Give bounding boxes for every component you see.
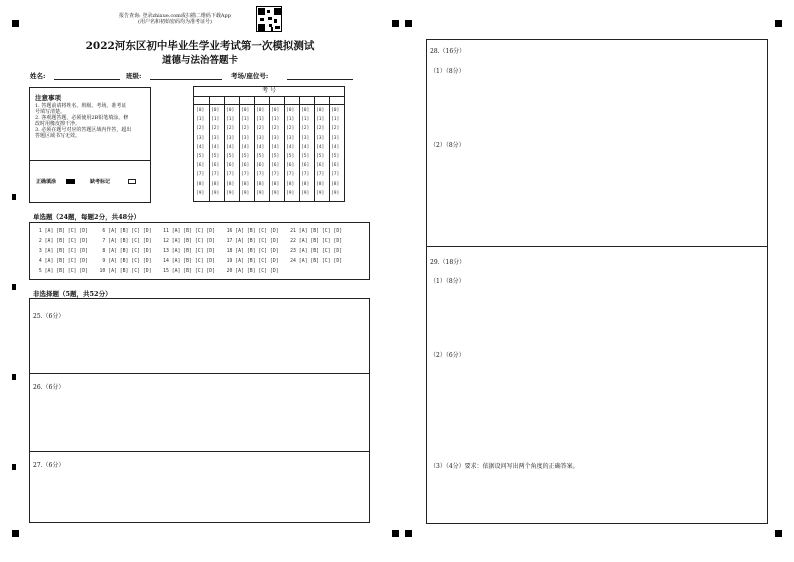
- exam-id-bubble[interactable]: [8]: [241, 181, 250, 187]
- exam-id-bubble[interactable]: [7]: [271, 172, 280, 178]
- exam-id-bubble[interactable]: [3]: [286, 135, 295, 141]
- exam-id-bubble[interactable]: [3]: [301, 135, 310, 141]
- correct-fill-sample-icon: [66, 179, 75, 184]
- q29-2-label: （2）（6分）: [430, 352, 465, 359]
- exam-id-bubble[interactable]: [6]: [241, 163, 250, 169]
- exam-id-bubble[interactable]: [6]: [316, 163, 325, 169]
- exam-id-bubble[interactable]: [6]: [271, 163, 280, 169]
- exam-id-bubble[interactable]: [7]: [331, 172, 340, 178]
- exam-id-bubble[interactable]: [1]: [286, 117, 295, 123]
- exam-id-bubble[interactable]: [6]: [226, 163, 235, 169]
- name-field[interactable]: [54, 72, 120, 80]
- exam-id-bubble[interactable]: [9]: [316, 190, 325, 196]
- exam-id-bubble[interactable]: [5]: [301, 154, 310, 159]
- exam-id-bubble[interactable]: [2]: [271, 126, 280, 132]
- exam-id-bubble[interactable]: [6]: [286, 163, 295, 169]
- q29-3-label: （3）（4分）要求：依据设问写出两个角度的正确答案。: [430, 463, 579, 470]
- exam-id-bubble[interactable]: [2]: [301, 126, 310, 132]
- exam-id-bubble[interactable]: [3]: [196, 135, 205, 141]
- q29-1-answer-area[interactable]: [427, 288, 767, 343]
- answer-row[interactable]: 1 [A] [B] [C] [D] 6 [A] [B] [C] [D] 11 [A] [B] [C] [D] 16 [A] [B] [C] [D] 21 [A] [B] [C] [D]: [36, 229, 343, 234]
- exam-id-bubble[interactable]: [7]: [196, 172, 205, 178]
- exam-id-bubble[interactable]: [9]: [256, 190, 265, 196]
- exam-id-bubble[interactable]: [0]: [271, 108, 280, 113]
- timing-mark: [405, 530, 412, 537]
- exam-id-bubble[interactable]: [9]: [301, 190, 310, 196]
- name-label: 姓名:: [30, 72, 46, 80]
- exam-id-bubble[interactable]: [6]: [331, 163, 340, 169]
- exam-id-bubble[interactable]: [2]: [316, 126, 325, 132]
- exam-id-bubble[interactable]: [4]: [271, 144, 280, 150]
- exam-id-bubble[interactable]: [6]: [301, 163, 310, 169]
- exam-id-bubble[interactable]: [2]: [226, 126, 235, 132]
- exam-id-bubble[interactable]: [2]: [241, 126, 250, 132]
- notes-text: 1. 答题前请将姓名、班级、考场、准考证 号填写清楚。 2. 客观题答题，必须使用2B铅笔填涂，修 改时用橡皮擦干净。 3. 必须在题号对应的答题区域内作答，超出 答题区域书写无效。: [35, 103, 132, 139]
- exam-id-bubble[interactable]: [0]: [331, 108, 340, 113]
- absent-mark-checkbox[interactable]: [128, 179, 136, 184]
- exam-id-bubble[interactable]: [4]: [331, 144, 340, 150]
- exam-id-bubble[interactable]: [4]: [211, 144, 220, 150]
- exam-id-bubble[interactable]: [7]: [316, 172, 325, 178]
- class-field[interactable]: [150, 72, 222, 80]
- timing-mark: [392, 530, 399, 537]
- class-label: 班级:: [126, 72, 142, 80]
- exam-id-bubble[interactable]: [0]: [196, 108, 205, 113]
- exam-id-bubble[interactable]: [5]: [211, 154, 220, 159]
- exam-id-bubble[interactable]: [2]: [286, 126, 295, 132]
- exam-id-bubble[interactable]: [8]: [271, 181, 280, 187]
- timing-mark: [12, 284, 16, 290]
- exam-id-bubble[interactable]: [1]: [301, 117, 310, 123]
- exam-id-bubble[interactable]: [4]: [301, 144, 310, 150]
- exam-id-bubble[interactable]: [0]: [211, 108, 220, 113]
- exam-id-bubble[interactable]: [1]: [241, 117, 250, 123]
- exam-id-bubble[interactable]: [0]: [286, 108, 295, 113]
- q27-label: 27.（6分）: [33, 462, 65, 469]
- answer-row[interactable]: 3 [A] [B] [C] [D] 8 [A] [B] [C] [D] 13 [A] [B] [C] [D] 18 [A] [B] [C] [D] 23 [A] [B] [C] [D]: [36, 249, 343, 254]
- q27-answer-area[interactable]: [30, 471, 369, 521]
- q28-1-answer-area[interactable]: [427, 78, 767, 133]
- exam-id-bubble[interactable]: [4]: [241, 144, 250, 150]
- notes-box: [29, 87, 151, 203]
- exam-id-bubble[interactable]: [1]: [211, 117, 220, 123]
- exam-id-bubble[interactable]: [8]: [211, 181, 220, 187]
- timing-mark: [775, 20, 782, 27]
- exam-id-bubble[interactable]: [9]: [241, 190, 250, 196]
- answer-row[interactable]: 4 [A] [B] [C] [D] 9 [A] [B] [C] [D] 14 [A] [B] [C] [D] 19 [A] [B] [C] [D] 24 [A] [B] [C] [D]: [36, 259, 343, 264]
- q29-2-answer-area[interactable]: [427, 362, 767, 457]
- answer-row[interactable]: 5 [A] [B] [C] [D] 10 [A] [B] [C] [D] 15 [A] [B] [C] [D] 20 [A] [B] [C] [D]: [36, 269, 279, 274]
- qr-code-icon: [256, 6, 282, 32]
- q29-3-answer-area[interactable]: [427, 473, 767, 523]
- exam-id-bubble[interactable]: [2]: [331, 126, 340, 132]
- exam-id-bubble[interactable]: [0]: [226, 108, 235, 113]
- exam-id-bubble[interactable]: [1]: [331, 117, 340, 123]
- single-choice-box: [29, 222, 370, 280]
- notice-line: 报告查询: 登录zhixue.com或扫描二维码下载App: [119, 13, 231, 19]
- exam-id-bubble[interactable]: [0]: [241, 108, 250, 113]
- exam-id-bubble[interactable]: [1]: [256, 117, 265, 123]
- exam-id-bubble[interactable]: [5]: [241, 154, 250, 159]
- timing-mark: [12, 530, 19, 537]
- exam-id-bubble[interactable]: [7]: [256, 172, 265, 178]
- exam-id-header: 考 号: [194, 87, 344, 97]
- timing-mark: [12, 20, 19, 27]
- correct-fill-label: 正确填涂: [36, 179, 57, 185]
- exam-id-bubble[interactable]: [5]: [226, 154, 235, 159]
- exam-id-bubble[interactable]: [9]: [286, 190, 295, 196]
- exam-id-bubble[interactable]: [4]: [226, 144, 235, 150]
- exam-id-bubble[interactable]: [3]: [226, 135, 235, 141]
- exam-id-bubble[interactable]: [9]: [331, 190, 340, 196]
- exam-id-bubble[interactable]: [7]: [211, 172, 220, 178]
- exam-id-bubble[interactable]: [2]: [211, 126, 220, 132]
- exam-id-bubble[interactable]: [9]: [211, 190, 220, 196]
- exam-id-bubble[interactable]: [8]: [196, 181, 205, 187]
- exam-id-bubble[interactable]: [4]: [256, 144, 265, 150]
- exam-id-bubble[interactable]: [8]: [316, 181, 325, 187]
- q28-2-label: （2）（8分）: [430, 142, 465, 149]
- q25-answer-area[interactable]: [30, 322, 369, 372]
- exam-id-bubble[interactable]: [4]: [316, 144, 325, 150]
- notice-line: (用户名和初始密码均为准考证号): [138, 19, 212, 25]
- exam-id-bubble[interactable]: [6]: [211, 163, 220, 169]
- q28-1-label: （1）（8分）: [430, 68, 465, 75]
- timing-mark: [775, 530, 782, 537]
- exam-title: 2022河东区初中毕业生学业考试第一次模拟测试: [85, 40, 315, 52]
- exam-id-bubble[interactable]: [5]: [331, 154, 340, 159]
- exam-id-bubble[interactable]: [8]: [286, 181, 295, 187]
- exam-id-grid: [193, 86, 345, 202]
- exam-id-bubble[interactable]: [7]: [286, 172, 295, 178]
- exam-id-bubble[interactable]: [4]: [286, 144, 295, 150]
- exam-id-bubble[interactable]: [3]: [271, 135, 280, 141]
- notes-title: 注意事项: [35, 94, 61, 102]
- exam-id-bubble[interactable]: [9]: [271, 190, 280, 196]
- exam-id-bubble[interactable]: [5]: [196, 154, 205, 159]
- seat-field[interactable]: [287, 72, 353, 80]
- report-notice: [100, 13, 250, 25]
- exam-id-bubble[interactable]: [1]: [316, 117, 325, 123]
- timing-mark: [12, 374, 16, 380]
- exam-id-bubble[interactable]: [0]: [256, 108, 265, 113]
- exam-id-bubble[interactable]: [8]: [301, 181, 310, 187]
- exam-id-bubble[interactable]: [0]: [316, 108, 325, 113]
- exam-id-bubble[interactable]: [3]: [241, 135, 250, 141]
- non-choice-title: 非选择题（5题，共52分）: [33, 290, 112, 298]
- exam-id-bubble[interactable]: [3]: [211, 135, 220, 141]
- exam-id-bubble[interactable]: [5]: [256, 154, 265, 159]
- exam-id-bubble[interactable]: [3]: [331, 135, 340, 141]
- q26-label: 26.（6分）: [33, 384, 65, 391]
- timing-mark: [12, 464, 16, 470]
- exam-id-bubble[interactable]: [5]: [316, 154, 325, 159]
- exam-id-bubble[interactable]: [2]: [196, 126, 205, 132]
- answer-row[interactable]: 2 [A] [B] [C] [D] 7 [A] [B] [C] [D] 12 [A] [B] [C] [D] 17 [A] [B] [C] [D] 22 [A] [B] [C] [D]: [36, 239, 343, 244]
- timing-mark: [12, 194, 16, 200]
- q26-answer-area[interactable]: [30, 393, 369, 448]
- exam-subtitle: 道德与法治答题卡: [161, 55, 238, 66]
- q28-label: 28.（16分）: [430, 48, 466, 55]
- exam-id-bubble[interactable]: [6]: [196, 163, 205, 169]
- exam-id-bubble[interactable]: [4]: [196, 144, 205, 150]
- exam-id-bubble[interactable]: [2]: [256, 126, 265, 132]
- exam-id-bubble[interactable]: [9]: [196, 190, 205, 196]
- exam-id-bubble[interactable]: [0]: [301, 108, 310, 113]
- exam-id-bubble[interactable]: [7]: [226, 172, 235, 178]
- exam-id-bubble[interactable]: [7]: [241, 172, 250, 178]
- q29-label: 29.（18分）: [430, 259, 466, 266]
- q25-label: 25.（6分）: [33, 313, 65, 320]
- seat-label: 考场/座位号:: [231, 72, 269, 80]
- q28-2-answer-area[interactable]: [427, 152, 767, 242]
- exam-id-bubble[interactable]: [8]: [256, 181, 265, 187]
- exam-id-bubble[interactable]: [9]: [226, 190, 235, 196]
- absent-mark-label: 缺考标记: [90, 179, 111, 185]
- exam-id-bubble[interactable]: [5]: [271, 154, 280, 159]
- exam-id-bubble[interactable]: [7]: [301, 172, 310, 178]
- single-choice-title: 单选题（24题，每题2分，共48分）: [33, 213, 141, 221]
- exam-id-bubble[interactable]: [1]: [196, 117, 205, 123]
- exam-id-bubble[interactable]: [3]: [316, 135, 325, 141]
- timing-mark: [392, 20, 399, 27]
- exam-id-bubble[interactable]: [1]: [226, 117, 235, 123]
- q29-1-label: （1）（8分）: [430, 278, 465, 285]
- exam-id-bubble[interactable]: [1]: [271, 117, 280, 123]
- exam-id-bubble[interactable]: [8]: [331, 181, 340, 187]
- exam-id-bubble[interactable]: [5]: [286, 154, 295, 159]
- exam-id-bubble[interactable]: [8]: [226, 181, 235, 187]
- exam-id-bubble[interactable]: [6]: [256, 163, 265, 169]
- exam-id-bubble[interactable]: [3]: [256, 135, 265, 141]
- timing-mark: [405, 20, 412, 27]
